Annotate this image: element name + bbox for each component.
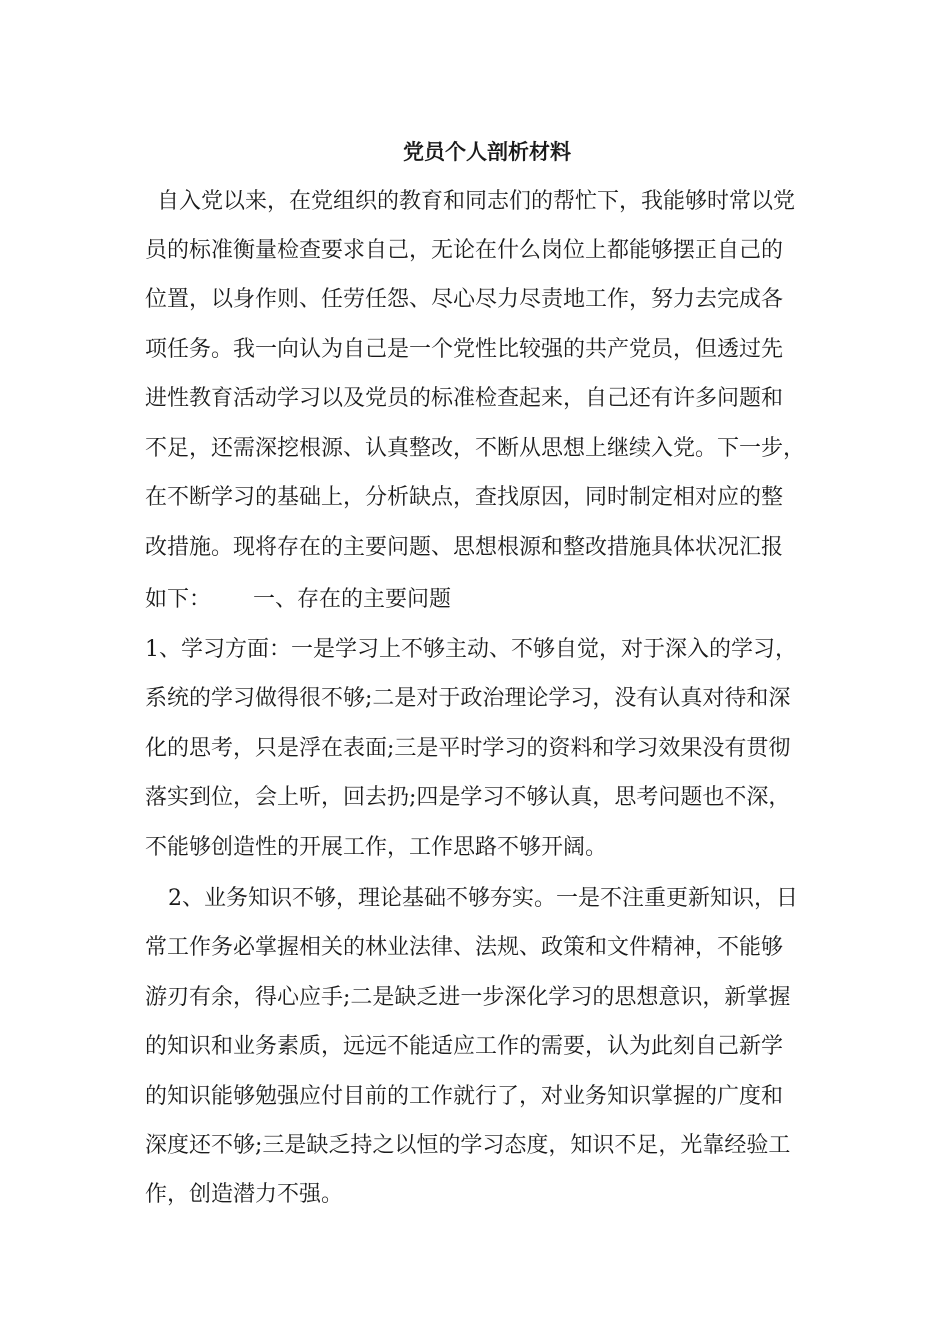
- paragraph-line: 改措施。现将存在的主要问题、思想根源和整改措施具体状况汇报: [145, 535, 784, 560]
- section-heading-line: 如下： 一、存在的主要问题: [145, 587, 451, 612]
- paragraph-line: 自入党以来，在党组织的教育和同志们的帮忙下，我能够时常以党: [157, 189, 796, 214]
- paragraph-line: 游刃有余，得心应手;二是缺乏进一步深化学习的思想意识，新掌握: [145, 985, 791, 1010]
- paragraph-line: 进性教育活动学习以及党员的标准检查起来，自己还有许多问题和: [145, 386, 784, 411]
- paragraph-line: 不能够创造性的开展工作，工作思路不够开阔。: [145, 835, 608, 860]
- paragraph-line: 不足，还需深挖根源、认真整改，不断从思想上继续入党。下一步，: [145, 436, 806, 461]
- document-title: 党员个人剖析材料: [403, 139, 571, 164]
- paragraph-line: 员的标准衡量检查要求自己，无论在什么岗位上都能够摆正自己的: [145, 238, 784, 263]
- paragraph-line: 化的思考，只是浮在表面;三是平时学习的资料和学习效果没有贯彻: [145, 736, 791, 761]
- paragraph-line: 常工作务必掌握相关的林业法律、法规、政策和文件精神，不能够: [145, 935, 784, 960]
- paragraph-line: 项任务。我一向认为自己是一个党性比较强的共产党员，但透过先: [145, 337, 784, 362]
- paragraph-line: 的知识和业务素质，远远不能适应工作的需要，认为此刻自己新学: [145, 1034, 784, 1059]
- paragraph-line: 作，创造潜力不强。: [145, 1182, 344, 1207]
- paragraph-line: 落实到位，会上听，回去扔;四是学习不够认真，思考问题也不深，: [145, 785, 791, 810]
- paragraph-line: 位置，以身作则、任劳任怨、尽心尽力尽责地工作，努力去完成各: [145, 287, 784, 312]
- paragraph-line: 1、学习方面：一是学习上不够主动、不够自觉，对于深入的学习，: [145, 637, 797, 662]
- paragraph-line: 的知识能够勉强应付目前的工作就行了，对业务知识掌握的广度和: [145, 1084, 784, 1109]
- paragraph-line: 系统的学习做得很不够;二是对于政治理论学习，没有认真对待和深: [145, 686, 791, 711]
- paragraph-line: 2、业务知识不够，理论基础不够夯实。一是不注重更新知识，日: [168, 886, 798, 911]
- paragraph-line: 在不断学习的基础上，分析缺点，查找原因，同时制定相对应的整: [145, 485, 784, 510]
- paragraph-line: 深度还不够;三是缺乏持之以恒的学习态度，知识不足，光靠经验工: [145, 1133, 791, 1158]
